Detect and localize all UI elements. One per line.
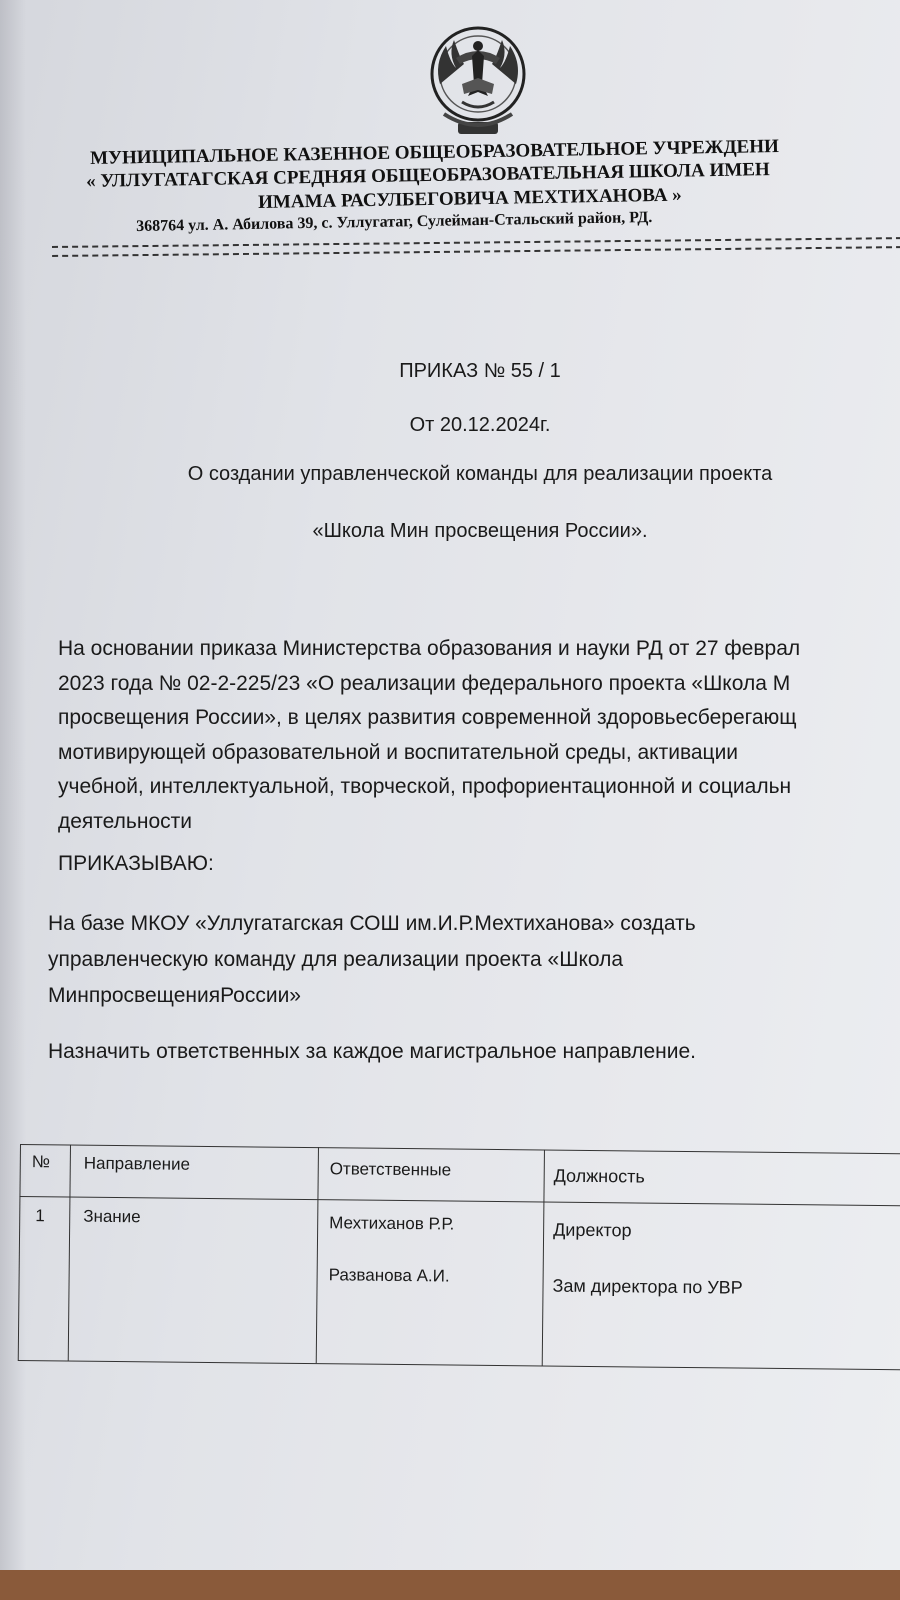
paragraph-line: 2023 года № 02-2-225/23 «О реализации федерального проекта «Школа М [58,671,791,695]
paragraph-line: просвещения России», в целях развития современной здоровьесберегающ [58,706,797,729]
table-header-direction: Направление [83,1153,191,1174]
table-header-position: Должность [553,1165,645,1187]
table-cell-num: 1 [35,1206,45,1226]
table-border [316,1147,319,1363]
table-header-num: № [31,1152,51,1172]
order-date: От 20.12.2024г. [409,414,551,436]
dagestan-coat-of-arms-icon [426,24,530,140]
table-border [19,1196,900,1206]
institution-address: 368764 ул. А. Абилова 39, с. Уллугатаг, Сулейман-Стальский район, РД. [136,208,653,235]
paragraph-line: На базе МКОУ «Уллугатагская СОШ им.И.Р.Мехтиханова» создать [48,912,696,935]
table-header-responsible: Ответственные [329,1159,452,1180]
order-number: ПРИКАЗ № 55 / 1 [399,360,561,382]
create-paragraph [48,906,696,1014]
table-border [542,1149,545,1365]
paragraph-line: деятельности [58,809,192,833]
order-word: ПРИКАЗЫВАЮ: [58,852,214,875]
institution-name-line-1: МУНИЦИПАЛЬНОЕ КАЗЕННОЕ ОБЩЕОБРАЗОВАТЕЛЬНОЕ УЧРЕЖДЕНИ [90,135,779,169]
paragraph-line: управленческую команду для реализации проекта «Школа [48,948,624,971]
table-border [20,1144,900,1154]
table-cell-position: Зам директора по УВР [552,1275,743,1298]
table-cell-position: Директор [553,1219,632,1241]
paragraph-line: мотивирующей образовательной и воспитательной среды, активации [58,740,739,764]
table-cell-responsible: Разванова А.И. [328,1265,450,1286]
order-project: «Школа Мин просвещения России». [312,520,648,542]
responsibility-table [18,1144,900,1387]
paragraph-line: учебной, интеллектуальной, творческой, профориентационной и социальн [58,775,792,798]
table-cell-direction: Знание [83,1206,141,1227]
paragraph-line: МинпросвещенияРоссии» [48,984,301,1007]
institution-name-line-2: « УЛЛУГАТАГСКАЯ СРЕДНЯЯ ОБЩЕОБРАЗОВАТЕЛЬНАЯ ШКОЛА ИМЕН [86,159,770,192]
paragraph-line: На основании приказа Министерства образования и науки РД от 27 феврал [58,637,801,660]
table-border [68,1145,71,1361]
institution-name-line-3: ИМАМА РАСУЛБЕГОВИЧА МЕХТИХАНОВА » [258,184,682,213]
header-divider [52,237,900,257]
order-subject: О создании управленческой команды для реализации проекта [187,463,773,485]
basis-paragraph [58,632,900,839]
table-border [18,1360,900,1370]
table-cell-responsible: Мехтиханов Р.Р. [329,1213,455,1234]
assign-paragraph: Назначить ответственных за каждое магистральное направление. [48,1040,696,1063]
